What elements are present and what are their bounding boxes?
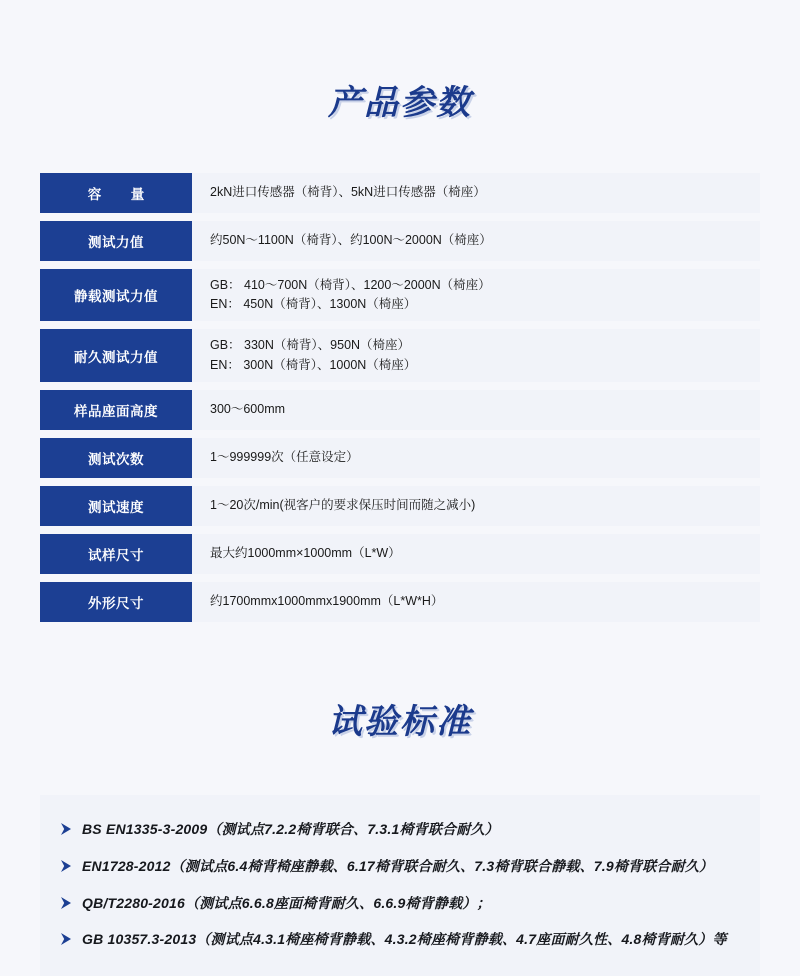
- parameter-label: 耐久测试力值: [40, 329, 192, 382]
- parameter-label: 样品座面高度: [40, 390, 192, 430]
- parameter-value: [192, 269, 760, 322]
- parameter-value-line: 1～999999次（任意设定）: [210, 450, 359, 465]
- list-item: [60, 811, 740, 848]
- parameter-row: [40, 438, 760, 478]
- product-spec-page: [0, 23, 800, 976]
- standard-text: QB/T2280-2016（测试点6.6.8座面椅背耐久、6.6.9椅背静载）；: [82, 894, 491, 911]
- parameter-table: [40, 173, 760, 623]
- chevron-right-icon: [60, 892, 82, 910]
- parameter-row: [40, 221, 760, 261]
- parameter-value-line: 约50N～1100N（椅背）、约100N～2000N（椅座）: [210, 232, 492, 247]
- parameter-value: [192, 173, 760, 213]
- parameter-value: [192, 438, 760, 478]
- page-title-test-standards: 试验标准: [328, 703, 472, 742]
- parameter-label: 测试速度: [40, 486, 192, 526]
- standards-list: [40, 795, 760, 976]
- parameter-row: [40, 582, 760, 622]
- parameter-label: 容 量: [40, 173, 192, 213]
- parameter-row: [40, 269, 760, 322]
- standard-text: BS EN1335-3-2009（测试点7.2.2椅背联合、7.3.1椅背联合耐久）: [82, 821, 499, 838]
- parameter-row: [40, 486, 760, 526]
- parameter-value: [192, 534, 760, 574]
- list-item: [60, 848, 740, 885]
- parameter-value: [192, 486, 760, 526]
- parameter-label: 测试力值: [40, 221, 192, 261]
- parameter-value: [192, 221, 760, 261]
- parameter-label: 测试次数: [40, 438, 192, 478]
- parameter-row: [40, 390, 760, 430]
- parameter-value: [192, 390, 760, 430]
- parameter-row: [40, 329, 760, 382]
- parameter-value-line: 2kN进口传感器（椅背）、5kN进口传感器（椅座）: [210, 184, 486, 199]
- parameter-value-line: 最大约1000mm×1000mm（L*W）: [210, 546, 401, 561]
- standard-text: GB 10357.3-2013（测试点4.3.1椅座椅背静载、4.3.2椅座椅背静载、4.7座面耐久性、4.8椅背耐久）等: [82, 931, 727, 948]
- chevron-right-icon: [60, 818, 82, 836]
- standard-text: EN1728-2012（测试点6.4椅背椅座静载、6.17椅背联合耐久、7.3椅背联合静载、7.9椅背联合耐久）: [82, 858, 714, 875]
- parameter-value-line: 约1700mmx1000mmx1900mm（L*W*H）: [210, 594, 444, 609]
- parameter-label: 静载测试力值: [40, 269, 192, 322]
- parameter-value-line: GB： 410～700N（椅背）、1200～2000N（椅座）: [210, 277, 491, 292]
- list-item: [60, 885, 740, 922]
- chevron-right-icon: [60, 928, 82, 946]
- parameter-value: [192, 582, 760, 622]
- chevron-right-icon: [60, 855, 82, 873]
- parameter-value-line: EN： 300N（椅背）、1000N（椅座）: [210, 357, 417, 372]
- list-item: [60, 921, 740, 958]
- parameter-row: [40, 534, 760, 574]
- parameter-label: 外形尺寸: [40, 582, 192, 622]
- parameter-value-line: 1～20次/min(视客户的要求保压时间而随之减小): [210, 498, 476, 513]
- parameter-value-line: GB： 330N（椅背）、950N（椅座）: [210, 338, 411, 353]
- parameter-value: [192, 329, 760, 382]
- parameter-value-line: EN： 450N（椅背）、1300N（椅座）: [210, 296, 417, 311]
- parameter-value-line: 300～600mm: [210, 402, 286, 417]
- page-title-product-parameters: 产品参数: [328, 83, 472, 122]
- parameter-label: 试样尺寸: [40, 534, 192, 574]
- parameter-row: [40, 173, 760, 213]
